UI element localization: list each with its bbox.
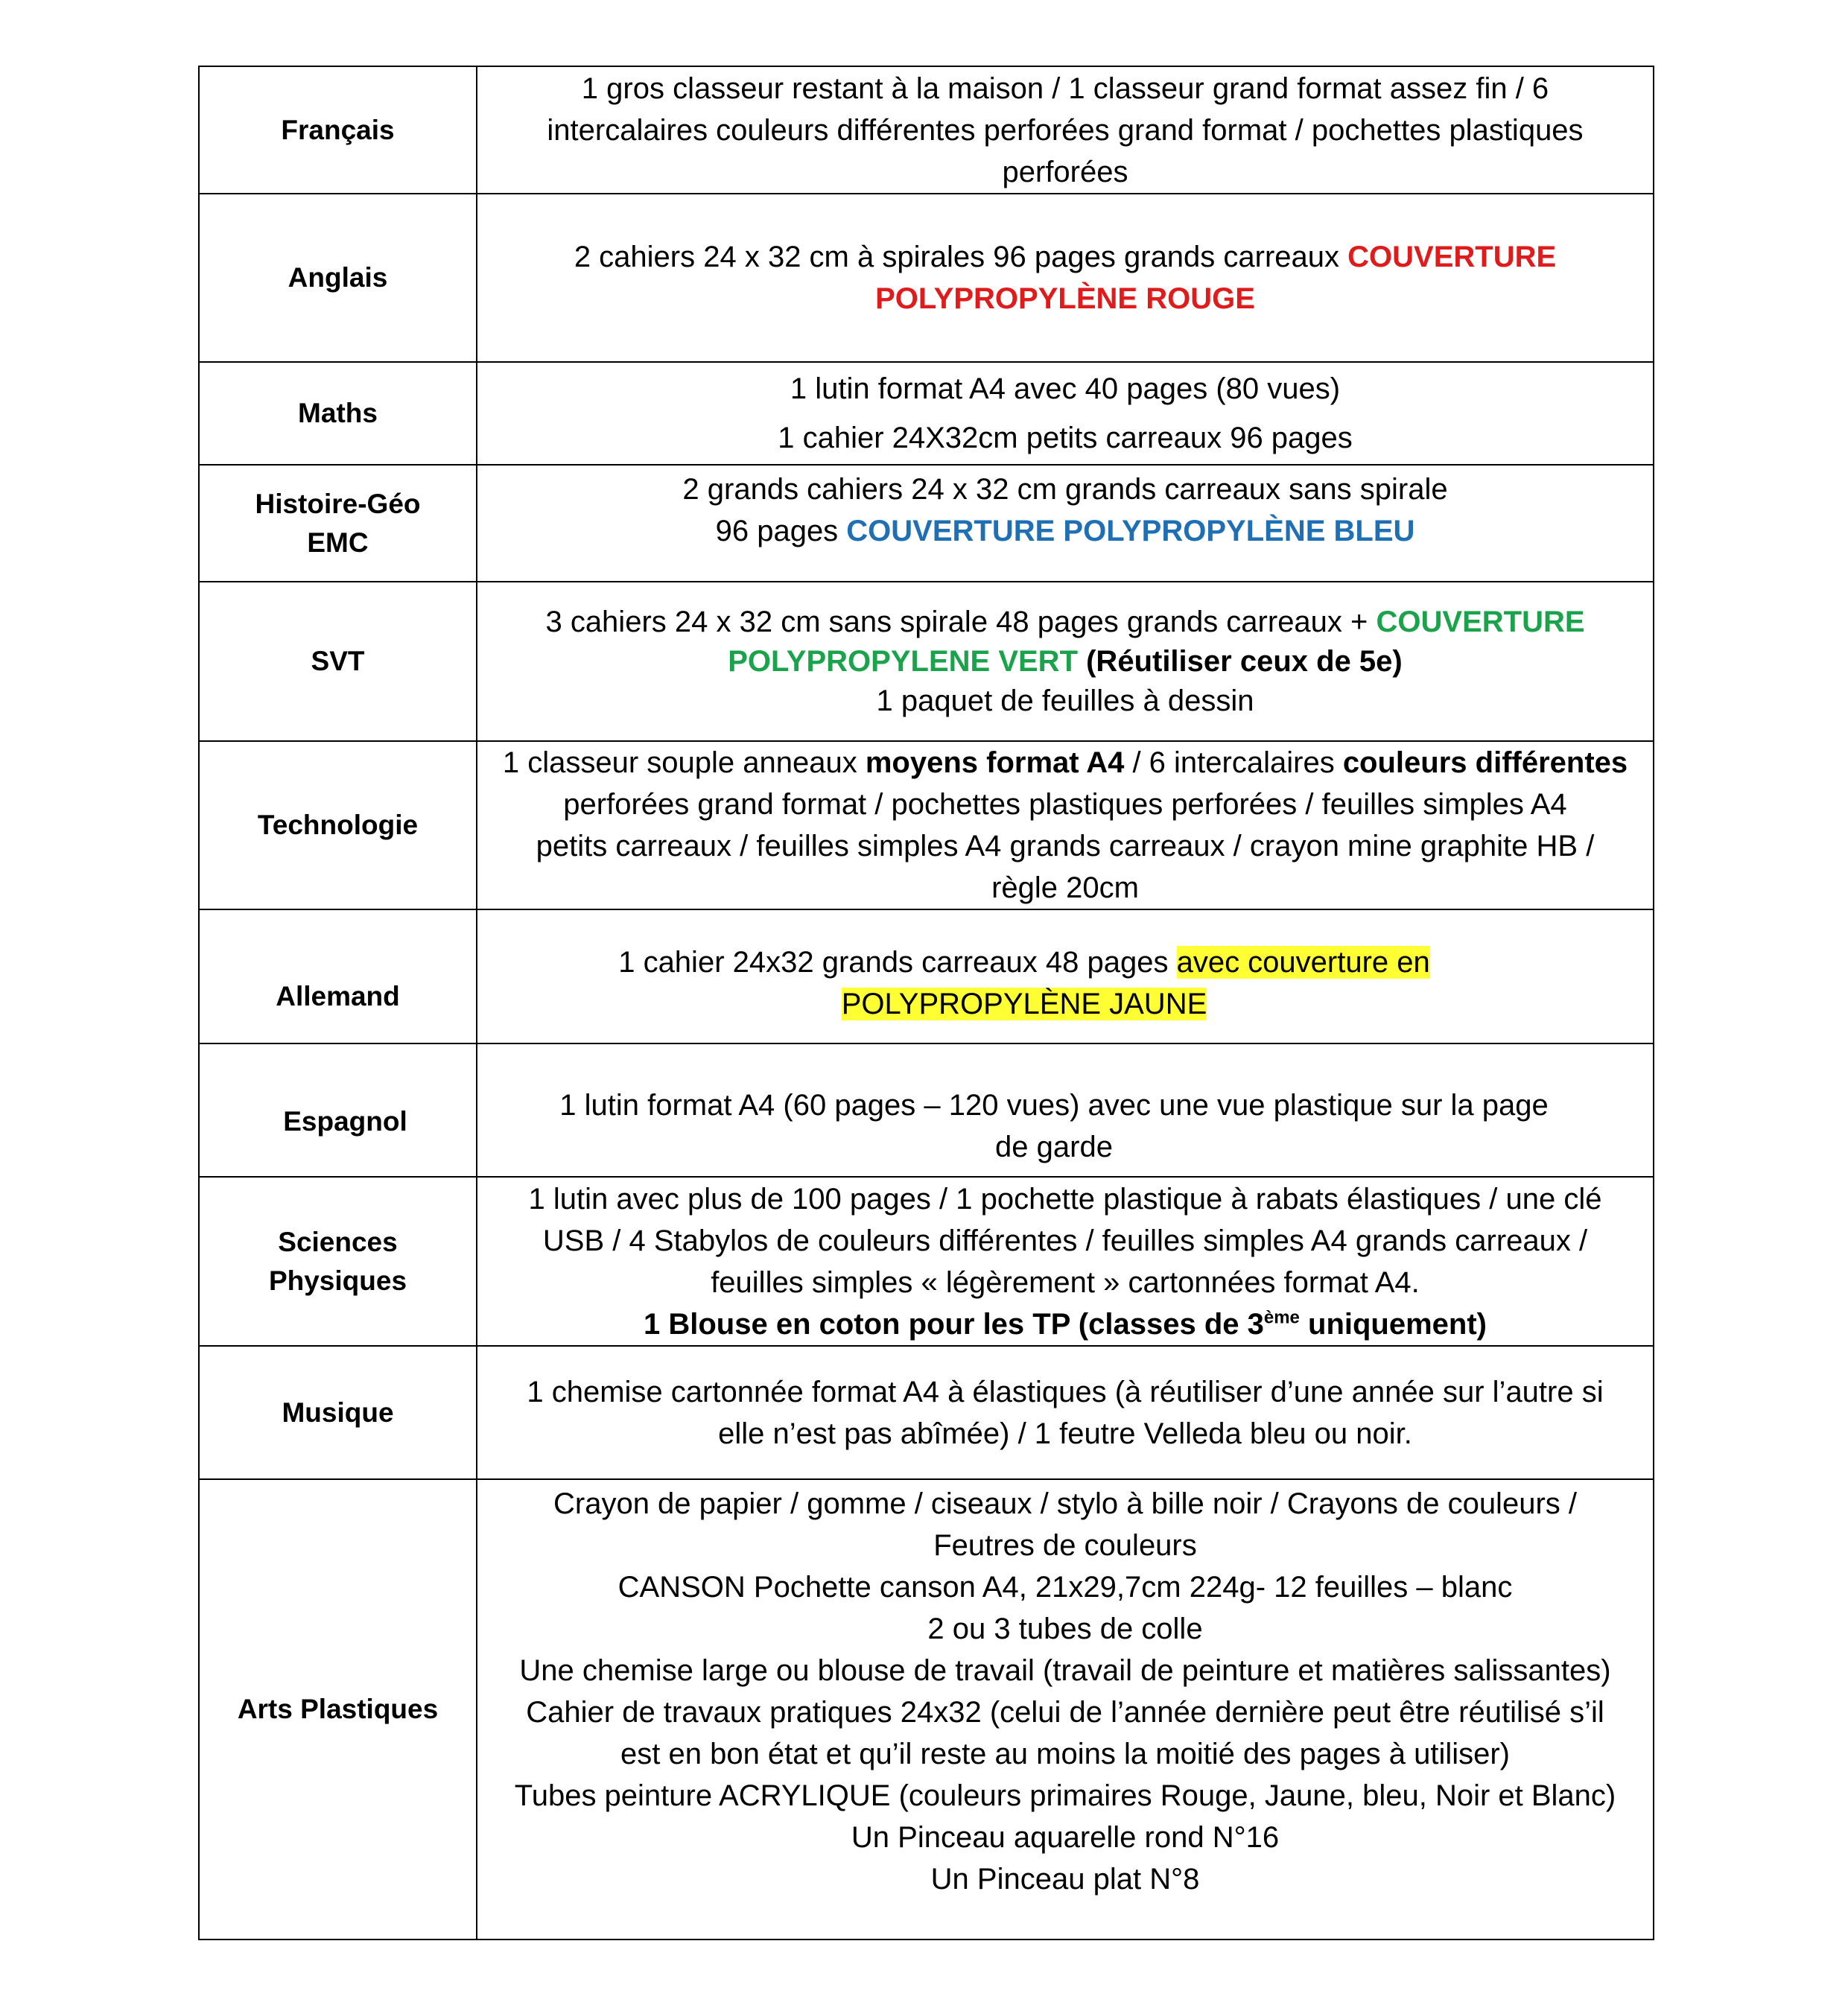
item-line <box>485 983 1563 1025</box>
blue-emphasis: COUVERTURE POLYPROPYLÈNE BLEU <box>846 515 1415 547</box>
items-francais <box>477 66 1654 194</box>
highlighted-text: POLYPROPYLÈNE JAUNE <box>841 988 1207 1020</box>
item-line: CANSON Pochette canson A4, 21x29,7cm 224g- 12 feuilles – blanc <box>617 1571 1513 1604</box>
items-histoire-geo <box>477 465 1654 582</box>
item-line: Tubes peinture ACRYLIQUE (couleurs primaires Rouge, Jaune, bleu, Noir et Blanc) <box>514 1779 1616 1812</box>
subject-sciences-physiques: Sciences Physiques <box>199 1177 477 1346</box>
items-musique <box>477 1346 1654 1479</box>
subject-allemand: Allemand <box>199 909 477 1043</box>
green-emphasis: POLYPROPYLENE VERT <box>728 644 1078 678</box>
items-arts-plastiques <box>477 1479 1654 1939</box>
item-text: 96 pages <box>715 515 847 547</box>
table-row <box>199 909 1654 1043</box>
item-line <box>480 742 1650 784</box>
table-row <box>199 1177 1654 1346</box>
item-line: règle 20cm <box>991 871 1139 904</box>
item-text: / 6 intercalaires <box>1124 746 1343 779</box>
subject-svt: SVT <box>199 582 477 741</box>
item-line: 1 lutin avec plus de 100 pages / 1 pochette plastique à rabats élastiques / une clé <box>528 1182 1602 1216</box>
item-line: 2 grands cahiers 24 x 32 cm grands carreaux sans spirale <box>682 473 1448 506</box>
item-line <box>480 1303 1650 1345</box>
item-line: elle n’est pas abîmée) / 1 feutre Velleda bleu ou noir. <box>718 1417 1412 1450</box>
item-line <box>485 642 1645 682</box>
item-line <box>485 510 1645 552</box>
item-line: Crayon de papier / gomme / ciseaux / stylo à bille noir / Crayons de couleurs / <box>553 1487 1577 1520</box>
item-line: 1 lutin format A4 avec 40 pages (80 vues) <box>790 372 1341 405</box>
bold-text: 1 Blouse en coton pour les TP (classes de 3 <box>643 1307 1264 1341</box>
bold-text: uniquement) <box>1299 1307 1487 1341</box>
item-text: 1 cahier 24x32 grands carreaux 48 pages <box>618 946 1177 979</box>
item-line: perforées <box>1002 155 1128 188</box>
item-line: Une chemise large ou blouse de travail (travail de peinture et matières salissantes) <box>519 1654 1611 1687</box>
subject-musique: Musique <box>199 1346 477 1479</box>
item-text: 1 classeur souple anneaux <box>502 746 866 779</box>
item-line: Cahier de travaux pratiques 24x32 (celui de l’année dernière peut être réutilisé s’il <box>526 1696 1604 1729</box>
table-row <box>199 582 1654 741</box>
item-line: 1 paquet de feuilles à dessin <box>876 684 1254 717</box>
item-line: Feutres de couleurs <box>933 1529 1197 1562</box>
items-allemand <box>477 909 1654 1043</box>
bold-text: (Réutiliser ceux de 5e) <box>1078 644 1403 678</box>
item-line: Un Pinceau aquarelle rond N°16 <box>851 1821 1280 1854</box>
items-sciences-physiques <box>477 1177 1654 1346</box>
item-line: intercalaires couleurs différentes perforées grand format / pochettes plastiques <box>547 113 1584 147</box>
subject-technologie: Technologie <box>199 741 477 909</box>
subject-line: EMC <box>307 527 369 558</box>
item-text: 3 cahiers 24 x 32 cm sans spirale 48 pages grands carreaux + <box>545 605 1377 638</box>
item-line: est en bon état et qu’il reste au moins la moitié des pages à utiliser) <box>620 1738 1510 1770</box>
item-line: 1 lutin format A4 (60 pages – 120 vues) avec une vue plastique sur la page <box>559 1089 1549 1122</box>
item-line: Un Pinceau plat N°8 <box>930 1863 1200 1896</box>
items-technologie <box>477 741 1654 909</box>
table-row <box>199 1043 1654 1177</box>
table-row <box>199 362 1654 465</box>
red-emphasis: POLYPROPYLÈNE ROUGE <box>875 282 1255 315</box>
table-row <box>199 1479 1654 1939</box>
bold-text: moyens format A4 <box>865 746 1125 779</box>
item-line: 1 cahier 24X32cm petits carreaux 96 pages <box>778 422 1353 454</box>
item-text: 2 cahiers 24 x 32 cm à spirales 96 pages grands carreaux <box>574 241 1348 273</box>
item-line: 1 gros classeur restant à la maison / 1 classeur grand format assez fin / 6 <box>581 72 1549 105</box>
item-line: de garde <box>995 1131 1113 1163</box>
table-row <box>199 194 1654 362</box>
subject-anglais: Anglais <box>199 194 477 362</box>
green-emphasis: COUVERTURE <box>1376 605 1585 638</box>
item-line <box>485 941 1563 983</box>
item-line: petits carreaux / feuilles simples A4 grands carreaux / crayon mine graphite HB / <box>536 830 1595 862</box>
items-maths <box>477 362 1654 465</box>
items-svt <box>477 582 1654 741</box>
item-line: 2 ou 3 tubes de colle <box>927 1613 1203 1645</box>
table-row <box>199 66 1654 194</box>
item-line: perforées grand format / pochettes plastiques perforées / feuilles simples A4 <box>563 788 1567 821</box>
table-row <box>199 465 1654 582</box>
subject-line: Histoire-Géo <box>255 488 421 519</box>
subject-maths: Maths <box>199 362 477 465</box>
superscript: ème <box>1263 1307 1300 1328</box>
items-espagnol <box>477 1043 1654 1177</box>
item-line: feuilles simples « légèrement » cartonnées format A4. <box>711 1265 1420 1299</box>
subject-francais: Français <box>199 66 477 194</box>
subject-arts-plastiques: Arts Plastiques <box>199 1479 477 1939</box>
subject-histoire-geo <box>199 465 477 582</box>
item-line: 1 chemise cartonnée format A4 à élastiques (à réutiliser d’une année sur l’autre si <box>527 1375 1604 1408</box>
table-row <box>199 1346 1654 1479</box>
item-line <box>485 603 1645 642</box>
item-line <box>485 236 1645 278</box>
supplies-table <box>198 66 1654 1940</box>
highlighted-text: avec couverture en <box>1176 946 1430 979</box>
table-row <box>199 741 1654 909</box>
item-line: USB / 4 Stabylos de couleurs différentes / feuilles simples A4 grands carreaux / <box>542 1224 1588 1257</box>
bold-text: couleurs différentes <box>1342 746 1628 779</box>
items-anglais <box>477 194 1654 362</box>
red-emphasis: COUVERTURE <box>1347 241 1557 273</box>
subject-espagnol: Espagnol <box>199 1043 477 1177</box>
